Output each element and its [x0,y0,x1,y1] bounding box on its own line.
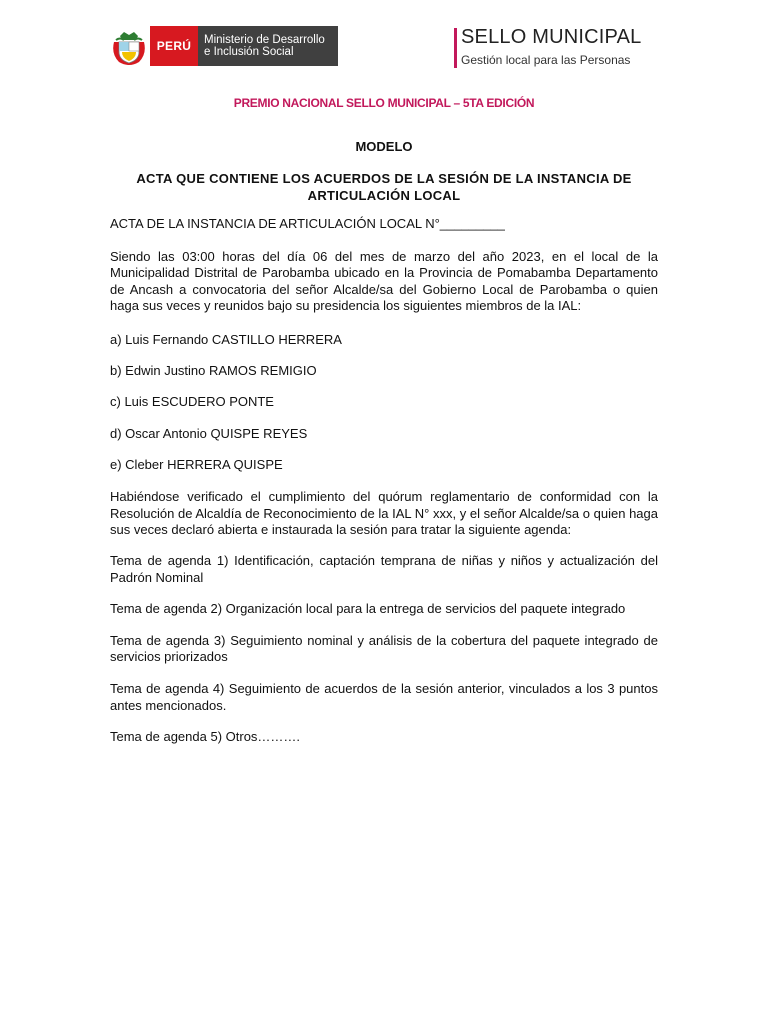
document-title-line2: ARTICULACIÓN LOCAL [307,188,461,203]
peru-coat-of-arms-icon [110,28,148,68]
agenda-item: Tema de agenda 2) Organización local para la entrega de servicios del paquete integrado [110,601,626,617]
quorum-paragraph: Habiéndose verificado el cumplimiento del quórum reglamentario de conformidad con la Resolución de Alcaldía de Reconocimiento de la IAL N° xxx, y el señor Alcalde/sa o quien haga sus veces declaró abierta e instaurada la sesión para tratar la siguiente agenda: [110,488,658,538]
agenda-item: Tema de agenda 3) Seguimiento nominal y análisis de la cobertura del paquete integrado de servicios priorizados [110,632,658,665]
member-item: a) Luis Fernando CASTILLO HERRERA [110,331,342,347]
ministry-logo-box [198,26,338,66]
sello-municipal-title: SELLO MUNICIPAL [461,26,642,48]
intro-paragraph: Siendo las 03:00 horas del día 06 del mes de marzo del año 2023, en el local de la Municipalidad Distrital de Parobamba ubicado en la Provincia de Pomabamba Departamento de Ancash a convocatoria del señor Alcalde/sa del Gobierno Local de Parobamba o quien haga sus veces y reunidos bajo su presidencia los siguientes miembros de la IAL: [110,248,658,314]
sello-municipal-subtitle: Gestión local para las Personas [461,53,631,67]
ministry-name-line2: e Inclusión Social [204,46,294,58]
page-header [0,22,768,72]
peru-logo-box: PERÚ [150,26,198,66]
agenda-item: Tema de agenda 5) Otros………. [110,729,301,745]
member-item: b) Edwin Justino RAMOS REMIGIO [110,363,317,379]
award-heading: PREMIO NACIONAL SELLO MUNICIPAL – 5TA EDICIÓN [233,96,535,110]
member-item: c) Luis ESCUDERO PONTE [110,394,274,410]
document-title-line1: ACTA QUE CONTIENE LOS ACUERDOS DE LA SESIÓN DE LA INSTANCIA DE [136,171,632,186]
acta-number-line: ACTA DE LA INSTANCIA DE ARTICULACIÓN LOCAL N°_________ [110,216,505,231]
ministry-name-line1: Ministerio de Desarrollo [204,34,325,46]
document-title [110,170,658,204]
agenda-item: Tema de agenda 1) Identificación, captación temprana de niñas y niños y actualización del Padrón Nominal [110,553,658,585]
member-item: e) Cleber HERRERA QUISPE [110,456,283,472]
document-body [110,216,658,746]
sello-accent-bar [454,28,457,68]
member-item: d) Oscar Antonio QUISPE REYES [110,425,308,441]
modelo-heading: MODELO [355,139,413,154]
agenda-item: Tema de agenda 4) Seguimiento de acuerdos de la sesión anterior, vinculados a los 3 puntos antes mencionados. [110,681,658,713]
